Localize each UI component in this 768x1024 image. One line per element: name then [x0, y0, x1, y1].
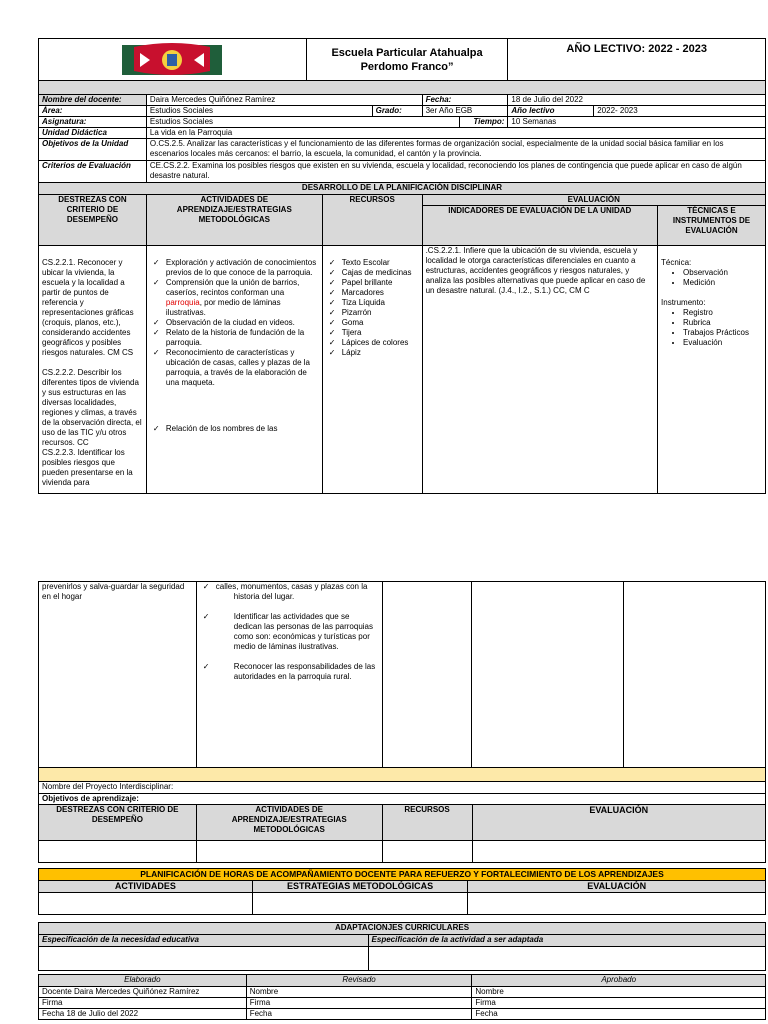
elaborado-docente: Docente Daira Mercedes Quiñónez Ramírez [39, 987, 247, 998]
recurso-item: ✓ Tijera [326, 328, 419, 338]
actividad-item: ✓ Reconocer las responsabilidades de las autoridades en la parroquia rural. [200, 662, 379, 682]
unidad-label: Unidad Didáctica [39, 128, 147, 139]
col-tecnicas: TÉCNICAS E INSTRUMENTOS DE EVALUACIÓN [658, 206, 766, 246]
recursos-cont-cell [382, 582, 472, 768]
section-title: DESARROLLO DE LA PLANIFICACIÓN DISCIPLINAR [39, 183, 766, 195]
recurso-item: ✓ Pizarrón [326, 308, 419, 318]
adaptaciones-table [38, 922, 766, 971]
destrezas-cont-cell: prevenirlos y salva-guardar la seguridad en el hogar [39, 582, 197, 768]
objetivos-value: O.CS.2.5. Analizar las características y el funcionamiento de las diferentes formas de organización social, especialmente de la unidad social básica familiar en los escenarios locales más cercanos: el barrio, la escuela, la comunidad, el cantón y la provincia. [146, 139, 765, 161]
actividad-item: ✓ Relación de los nombres de las [150, 424, 319, 434]
area-value: Estudios Sociales [146, 106, 372, 117]
actividades-cell [146, 246, 322, 494]
asignatura-label: Asignatura: [39, 117, 147, 128]
adapt-col-actividad: Especificación de la actividad a ser adaptada [368, 935, 765, 947]
anio-label: Año lectivo [508, 106, 594, 117]
grado-value: 3er Año EGB [422, 106, 508, 117]
unidad-value: La vida en la Parroquia [146, 128, 765, 139]
destreza-3: CS.2.2.3. Identificar los posibles riesgos que pueden presentarse en la vivienda para [42, 448, 133, 487]
instrumento-label: Instrumento: [661, 298, 706, 307]
recurso-item: ✓ Texto Escolar [326, 258, 419, 268]
area-label: Área: [39, 106, 147, 117]
tecnica-item: • Observación [683, 268, 762, 278]
actividad-item: ✓ Identificar las actividades que se dedican las personas de las parroquias como son: económicas y turísticas por medio de láminas ilustrativas. [200, 612, 379, 652]
revisado-nombre: Nombre [246, 987, 472, 998]
col-destrezas: DESTREZAS CON CRITERIO DE DESEMPEÑO [39, 195, 147, 246]
objetivos-aprendizaje-label: Objetivos de aprendizaje: [39, 794, 766, 805]
aprobado-label: Aprobado [472, 975, 766, 987]
aprobado-nombre: Nombre [472, 987, 766, 998]
school-name: Escuela Particular Atahualpa Perdomo Franco” [306, 39, 508, 81]
tiempo-value: 10 Semanas [508, 117, 766, 128]
fecha-label: Fecha: [422, 95, 508, 106]
firmas-table [38, 974, 766, 1020]
planning-table-page1 [38, 38, 766, 494]
spacer-row [39, 81, 766, 95]
elaborado-firma: Firma [39, 998, 247, 1009]
col-evaluacion: EVALUACIÓN [422, 195, 765, 206]
destreza-2: CS.2.2.2. Describir los diferentes tipos de vivienda y sus estructuras en las diversas localidades, regiones y climas, a través de la observación directa, el uso de las TIC y/u otros recursos. CC [42, 368, 142, 447]
recursos-cell [322, 246, 422, 494]
continuation-table [38, 581, 766, 782]
aprobado-fecha: Fecha [472, 1009, 766, 1020]
adapt-col-necesidad: Especificación de la necesidad educativa [39, 935, 369, 947]
recurso-item: ✓ Cajas de medicinas [326, 268, 419, 278]
indicadores-cont-cell [472, 582, 624, 768]
proyecto-nombre-label: Nombre del Proyecto Interdisciplinar: [39, 782, 766, 794]
actividades-cont-cell [196, 582, 382, 768]
instrumento-item: • Trabajos Prácticos [683, 328, 762, 338]
actividad-item: ✓ Observación de la ciudad en videos. [150, 318, 319, 328]
asignatura-value: Estudios Sociales [146, 117, 460, 128]
fecha-value: 18 de Julio del 2022 [508, 95, 766, 106]
grado-label: Grado: [372, 106, 422, 117]
school-logo-icon [120, 41, 224, 79]
actividad-item: ✓ calles, monumentos, casas y plazas con la historia del lugar. [200, 582, 379, 602]
proy-col-evaluacion: EVALUACIÓN [472, 805, 765, 841]
actividad-item: ✓ Relato de la historia de fundación de la parroquia. [150, 328, 319, 348]
docente-value: Daira Mercedes Quiñónez Ramírez [146, 95, 422, 106]
instrumento-item: • Evaluación [683, 338, 762, 348]
criterios-value: CE.CS.2.2. Examina los posibles riesgos que existen en su vivienda, escuela y localidad, reconociendo los planes de contingencia que puede aplicar en caso de algún desastre natural. [146, 161, 765, 183]
anio-value: 2022- 2023 [594, 106, 766, 117]
recurso-item: ✓ Goma [326, 318, 419, 328]
adapt-title: ADAPTACIONJES CURRICULARES [39, 923, 766, 935]
elaborado-fecha: Fecha 18 de Julio del 2022 [39, 1009, 247, 1020]
revisado-firma: Firma [246, 998, 472, 1009]
recurso-item: ✓ Lápiz [326, 348, 419, 358]
objetivos-label: Objetivos de la Unidad [39, 139, 147, 161]
school-year: AÑO LECTIVO: 2022 - 2023 [508, 39, 766, 81]
revisado-fecha: Fecha [246, 1009, 472, 1020]
col-indicadores: INDICADORES DE EVALUACIÓN DE LA UNIDAD [422, 206, 657, 246]
proy-col-actividades: ACTIVIDADES DE APRENDIZAJE/ESTRATEGIAS METODOLÓGICAS [196, 805, 382, 841]
destreza-1: CS.2.2.1. Reconocer y ubicar la vivienda, la escuela y la localidad a partir de puntos de referencia y representaciones gráficas (croquis, planos, etc.), considerando accidentes geográficos y posibles riesgos naturales. CM CS [42, 258, 134, 357]
tecnica-item: • Medición [683, 278, 762, 288]
actividad-item: ✓ Exploración y activación de conocimientos previos de lo que conoce de la parroquia. [150, 258, 319, 278]
acompanamiento-table [38, 868, 766, 915]
acomp-col-estrategias: ESTRATEGIAS METODOLÓGICAS [252, 881, 468, 893]
actividad-item: ✓ Reconocimiento de características y ubicación de casas, calles y plazas de la parroquia, a través de la elaboración de una maqueta. [150, 348, 319, 388]
tiempo-label: Tiempo: [460, 117, 508, 128]
docente-label: Nombre del docente: [39, 95, 147, 106]
acomp-col-actividades: ACTIVIDADES [39, 881, 253, 893]
proy-col-destrezas: DESTREZAS CON CRITERIO DE DESEMPEÑO [39, 805, 197, 841]
recurso-item: ✓ Marcadores [326, 288, 419, 298]
proyecto-table [38, 781, 766, 863]
instrumento-item: • Rubrica [683, 318, 762, 328]
criterios-label: Criterios de Evaluación [39, 161, 147, 183]
indicadores-cell: .CS.2.2.1. Infiere que la ubicación de su vivienda, escuela y localidad le otorga características diferenciales en cuanto a estructuras, accidentes geográficos y riesgos naturales, y analiza las posibles alternativas que puede aplicar en caso de un desastre natural. (J.4., I.2., S.1.) CC, CM C [422, 246, 657, 494]
actividad-item: ✓ Comprensión que la unión de barrios, caseríos, recintos conforman una parroquia, por medio de láminas ilustrativas. [150, 278, 319, 318]
aprobado-firma: Firma [472, 998, 766, 1009]
parroquia-highlight: parroquia [165, 298, 200, 307]
tecnicas-cont-cell [624, 582, 766, 768]
acomp-col-evaluacion: EVALUACIÓN [468, 881, 766, 893]
recurso-item: ✓ Lápices de colores [326, 338, 419, 348]
recurso-item: ✓ Papel brillante [326, 278, 419, 288]
instrumento-item: • Registro [683, 308, 762, 318]
destrezas-cell [39, 246, 147, 494]
tecnica-label: Técnica: [661, 258, 692, 267]
tecnicas-cell [658, 246, 766, 494]
recurso-item: ✓ Tiza Líquida [326, 298, 419, 308]
spacer-row [39, 768, 766, 782]
revisado-label: Revisado [246, 975, 472, 987]
elaborado-label: Elaborado [39, 975, 247, 987]
logo-cell [39, 39, 307, 81]
proy-col-recursos: RECURSOS [382, 805, 472, 841]
acomp-title: PLANIFICACIÓN DE HORAS DE ACOMPAÑAMIENTO DOCENTE PARA REFUERZO Y FORTALECIMIENTO DE LOS APRENDIZAJES [39, 869, 766, 881]
col-actividades: ACTIVIDADES DE APRENDIZAJE/ESTRATEGIAS METODOLÓGICAS [146, 195, 322, 246]
col-recursos: RECURSOS [322, 195, 422, 246]
